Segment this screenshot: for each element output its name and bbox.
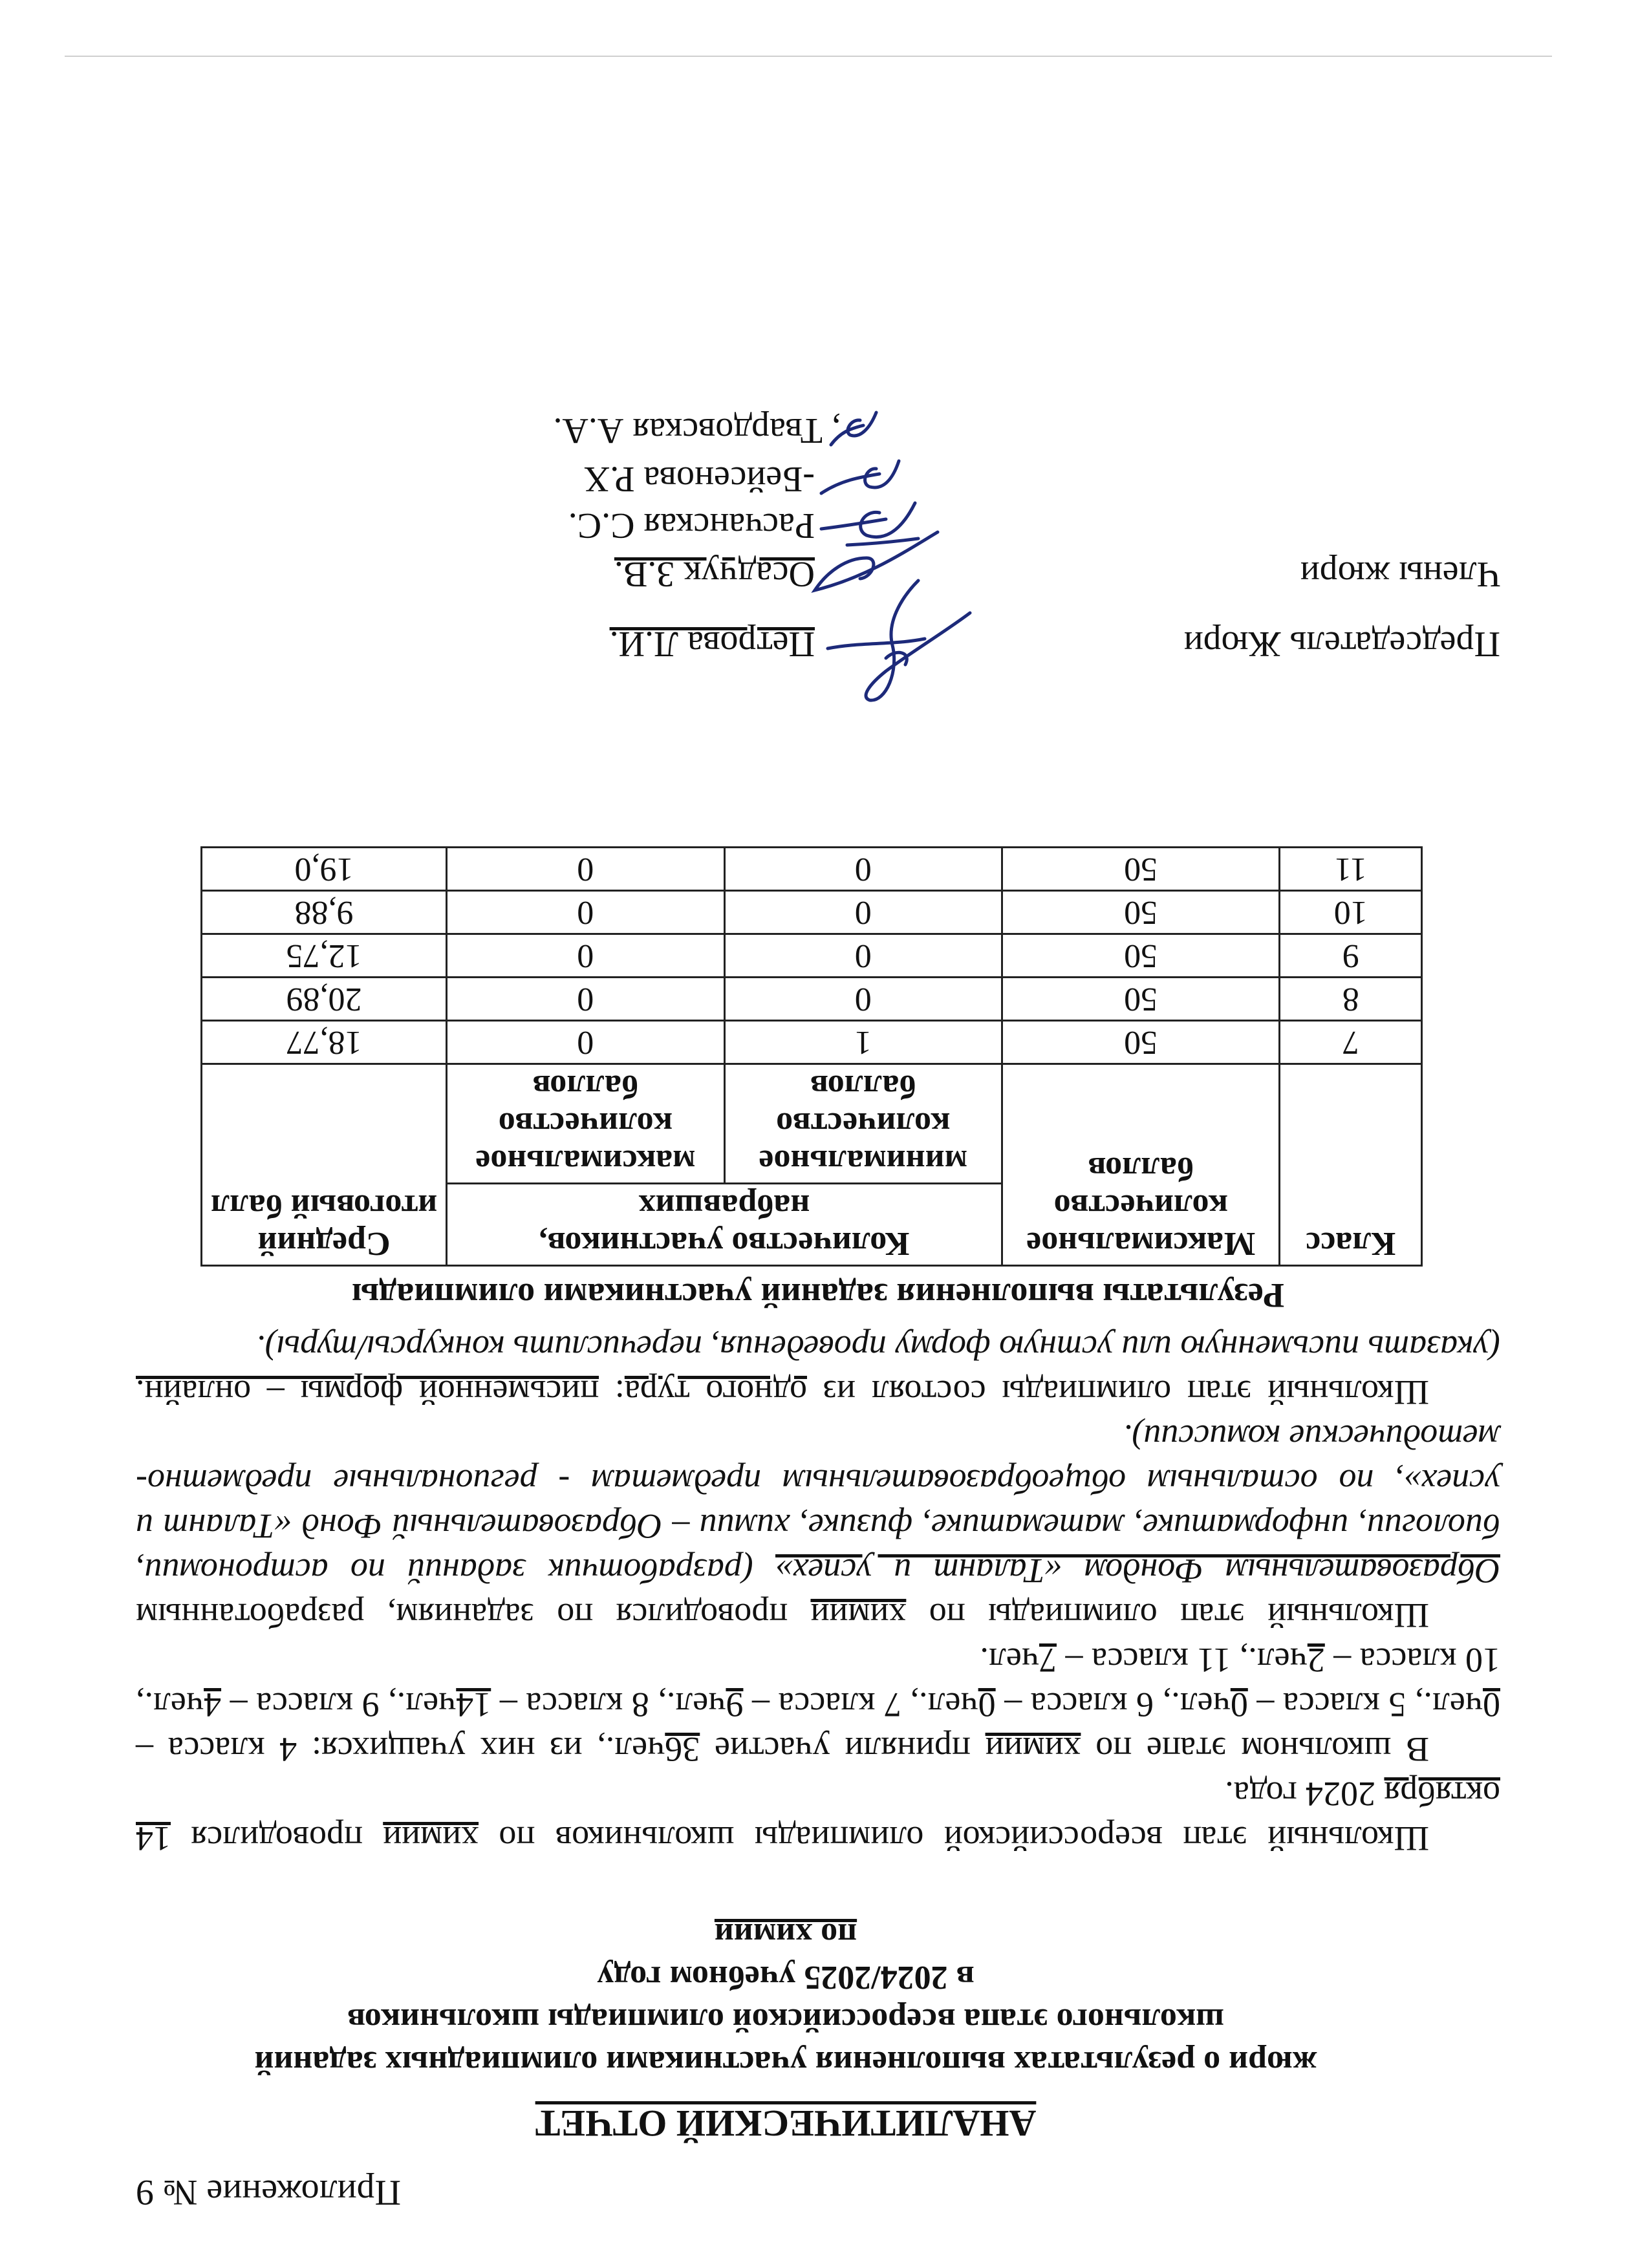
- header-class: Класс: [1280, 1064, 1422, 1266]
- developer-note: (разработчик заданий по астрономии, биологии, информатике, математике, физике, химии – Образовательный Фонд «Талант и успех», по остальным общеобразовательным предметам - региональные предметно-методические комиссии).: [136, 1418, 1500, 1590]
- table-row: 8 50 0 0 20,89: [202, 978, 1422, 1021]
- jury-chair-label: Председатель Жюри: [1183, 624, 1500, 664]
- table-row: 9 50 0 0 12,75: [202, 934, 1422, 978]
- paragraph-developer: Школьный этап олимпиады по химии проводился по заданиям, разработанным Образовательным Фондом «Талант и успех» (разработчик заданий по астрономии, биологии, информатике, математике, физике, химии – Образовательный Фонд «Талант и успех», по остальным общеобразовательным предметам - региональные предметно-методические комиссии).: [136, 1418, 1500, 1635]
- paragraph-participants: В школьном этапе по химии приняли участие 36чел., из них учащихся: 4 класса – 0чел., 5 класса – 0чел., 6 класса – 0чел., 7 класса – 9чел., 8 класса – 14чел., 9 класса – 4чел., 10 класса – 2чел., 11 класса – 7чел.: [135, 1641, 1500, 1769]
- developer-field: Образовательным Фондом «Талант и успех»: [775, 1552, 1500, 1590]
- header-max-score-count: максимальное количество баллов: [447, 1064, 724, 1184]
- header-participants-count: Количество участников, набравших: [447, 1184, 1002, 1266]
- total-participants: 36: [665, 1730, 700, 1769]
- paragraph-dates: Школьный этап всероссийской олимпиады школьников по химии проводился 14 октября 2024 года.: [136, 1775, 1500, 1858]
- table-row: 7 50 1 0 18,77: [202, 1021, 1422, 1064]
- results-title: Результаты выполнения заданий участниками олимпиады: [351, 1276, 1285, 1315]
- header-max-score: Максимальное количество баллов: [1002, 1064, 1280, 1266]
- jury-member-name: , Твардовская А.А.: [553, 411, 841, 451]
- report-subtitle-line-2: школьного этапа всероссийской олимпиады школьников: [347, 2002, 1225, 2038]
- results-table: [200, 846, 1423, 1267]
- report-subtitle-line-3: в 2024/2025 учебном году: [597, 1959, 975, 1996]
- jury-member-name: -Бейсенова Р.Х: [583, 459, 815, 499]
- jury-signatures: [142, 303, 1500, 665]
- paragraph-format: Школьный этап олимпиады состоял из одного тура: письменной формы – онлайн.(указать письменную или устную форму проведения, перечислить конкурсы/туры).: [135, 1329, 1500, 1412]
- subject-field: химии: [383, 1819, 479, 1858]
- date-field: 14 октября: [136, 1775, 1500, 1858]
- signature-member-4: [828, 400, 886, 458]
- format-note: (указать письменную или устную форму проведения, перечислить конкурсы/туры).: [256, 1329, 1500, 1367]
- jury-members-label: Члены жюри: [1300, 554, 1500, 594]
- scan-edge-line: [65, 56, 1552, 57]
- report-title-block: [0, 1913, 1649, 2145]
- table-row: 11 50 0 0 19,0: [202, 848, 1422, 891]
- report-subject: по химии: [714, 1916, 857, 1953]
- report-subtitle-line-1: жюри о результатах выполнения участниками олимпиадных заданий: [254, 2044, 1317, 2081]
- table-row: 10 50 0 0 9,88: [202, 891, 1422, 934]
- header-min-score-count: минимальное количество баллов: [724, 1064, 1002, 1184]
- header-average-score: Средний итоговый балл: [202, 1064, 447, 1266]
- report-title: АНАЛИТИЧЕСКИЙ ОТЧЕТ: [535, 2102, 1037, 2145]
- report-body: [136, 846, 1500, 1861]
- format-field: письменной формы – онлайн.: [135, 1373, 599, 1412]
- appendix-label: Приложение № 9: [136, 2172, 401, 2212]
- jury-member-name: Осадчук З.В.: [614, 554, 815, 594]
- jury-chair-name: Петрова Л.И.: [609, 624, 815, 664]
- jury-member-name: Расчанская С.С.: [568, 506, 815, 546]
